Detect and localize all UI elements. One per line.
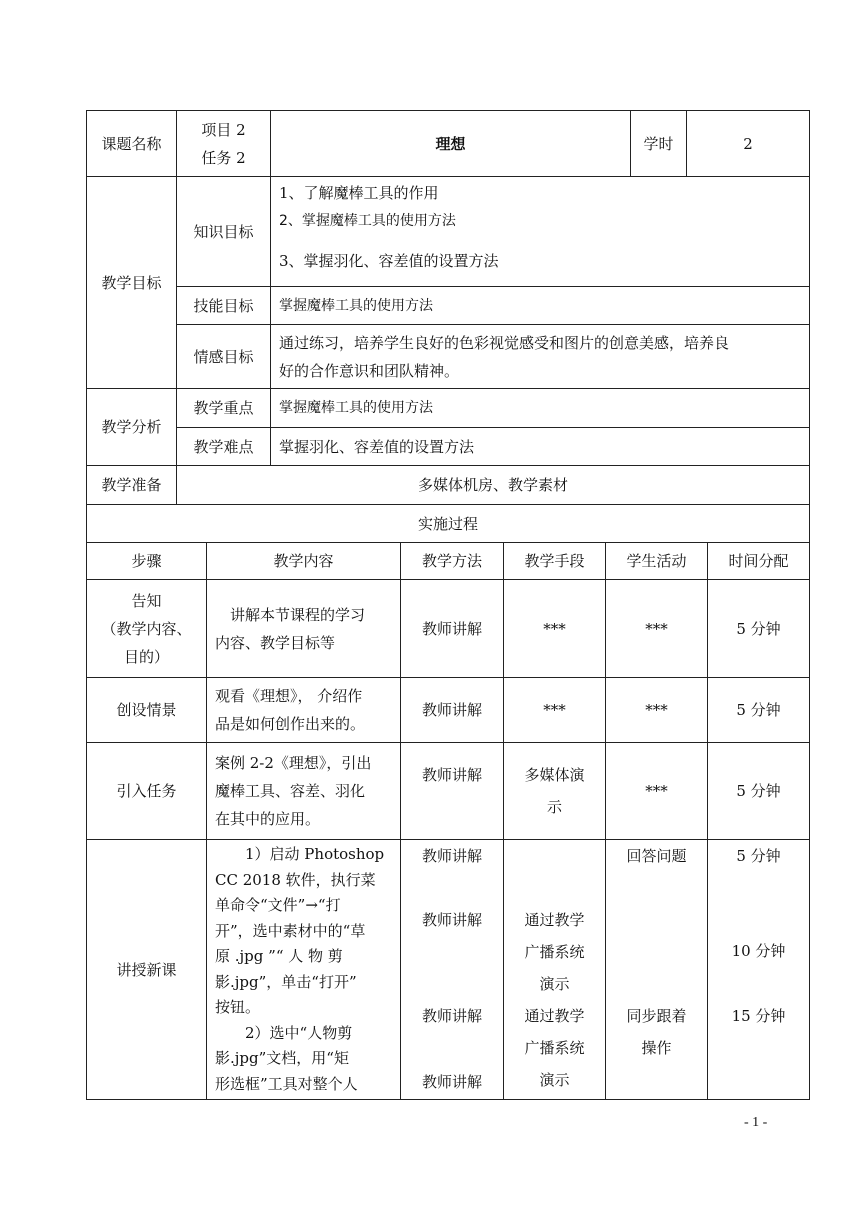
process-table — [86, 542, 810, 1100]
table-row — [87, 678, 810, 743]
time-cell — [708, 840, 810, 1100]
column-header-means: 教学手段 — [504, 543, 606, 580]
content-line: 原 .jpg ”“ 人 物 剪 — [215, 947, 343, 965]
method-line: 教师讲解 — [421, 1073, 482, 1091]
content-line: CC 2018 软件，执行菜 — [215, 870, 376, 889]
preparation-text: 多媒体机房、教学素材 — [177, 466, 810, 505]
means-line: 多媒体演 — [524, 766, 585, 784]
knowledge-item: 1、了解魔棒工具的作用 — [279, 184, 439, 202]
content-cell — [207, 743, 401, 840]
knowledge-objective-label: 知识目标 — [177, 177, 271, 287]
means-line: 示 — [546, 798, 562, 816]
content-line: 品是如何创作出来的。 — [215, 715, 366, 733]
method-cell: 教师讲解 — [401, 678, 504, 743]
activity-line: 同步跟着 — [626, 1007, 687, 1025]
column-header-method: 教学方法 — [401, 543, 504, 580]
course-name-label: 课题名称 — [87, 111, 177, 177]
activity-cell: *** — [606, 678, 708, 743]
content-cell — [207, 580, 401, 678]
preparation-label: 教学准备 — [87, 466, 177, 505]
knowledge-item: 2、掌握魔棒工具的使用方法 — [279, 213, 456, 229]
means-cell — [504, 840, 606, 1100]
method-cell: 教师讲解 — [401, 580, 504, 678]
time-line: 15 分钟 — [731, 1007, 786, 1025]
content-line: 影.jpg”，单击“打开” — [215, 972, 357, 991]
activity-line: 回答问题 — [626, 847, 687, 865]
key-point-label: 教学重点 — [177, 389, 271, 428]
means-cell: *** — [504, 580, 606, 678]
analysis-label: 教学分析 — [87, 389, 177, 466]
step-line: 告知 — [131, 591, 162, 610]
process-title: 实施过程 — [87, 505, 810, 543]
step-cell: 创设情景 — [87, 678, 207, 743]
time-cell: 5 分钟 — [708, 580, 810, 678]
method-line: 教师讲解 — [421, 1007, 482, 1025]
method-line: 教师讲解 — [421, 911, 482, 929]
activity-cell: *** — [606, 743, 708, 840]
activity-line: 操作 — [641, 1039, 672, 1057]
content-cell — [207, 678, 401, 743]
column-header-content: 教学内容 — [207, 543, 401, 580]
content-line: 形选框”工具对整个人 — [215, 1074, 358, 1093]
column-header-time: 时间分配 — [708, 543, 810, 580]
means-line: 广播系统 — [524, 943, 585, 961]
content-cell — [207, 840, 401, 1100]
table-row — [87, 840, 810, 1100]
difficulty-label: 教学难点 — [177, 428, 271, 466]
method-cell: 教师讲解 — [401, 743, 504, 840]
step-line: 目的） — [123, 647, 169, 666]
hours-value: 2 — [687, 111, 810, 177]
knowledge-objective-items — [271, 177, 810, 287]
content-line: 按钮。 — [215, 998, 261, 1016]
content-line: 观看《理想》， 介绍作 — [215, 687, 363, 705]
means-cell: *** — [504, 678, 606, 743]
key-point-text: 掌握魔棒工具的使用方法 — [271, 389, 810, 428]
content-line: 影.jpg”文档，用“矩 — [215, 1049, 349, 1067]
activity-cell: *** — [606, 580, 708, 678]
time-cell: 5 分钟 — [708, 678, 810, 743]
method-cell — [401, 840, 504, 1100]
step-cell: 讲授新课 — [87, 840, 207, 1100]
objectives-label: 教学目标 — [87, 177, 177, 389]
emotion-objective-text — [271, 325, 810, 389]
content-line: 魔棒工具、容差、羽化 — [215, 782, 366, 800]
table-row — [87, 580, 810, 678]
task-label: 任务 2 — [201, 148, 246, 167]
lesson-title: 理想 — [271, 111, 631, 177]
means-line: 演示 — [539, 1071, 570, 1089]
means-line: 通过教学 — [524, 911, 585, 929]
knowledge-item: 3、掌握羽化、容差值的设置方法 — [279, 252, 499, 270]
means-line: 广播系统 — [524, 1039, 585, 1057]
means-line: 演示 — [539, 975, 570, 993]
method-line: 教师讲解 — [421, 847, 482, 865]
content-line: 讲解本节课程的学习 — [215, 605, 366, 624]
project-label: 项目 2 — [201, 120, 246, 139]
means-cell — [504, 743, 606, 840]
skill-objective-label: 技能目标 — [177, 287, 271, 325]
step-line: （教学内容、 — [101, 619, 192, 638]
means-line: 通过教学 — [524, 1007, 585, 1025]
time-cell: 5 分钟 — [708, 743, 810, 840]
content-line: 在其中的应用。 — [215, 810, 321, 828]
content-line: 案例 2-2《理想》，引出 — [215, 754, 372, 772]
activity-cell — [606, 840, 708, 1100]
column-header-step: 步骤 — [87, 543, 207, 580]
content-line: 内容、教学目标等 — [215, 633, 336, 652]
skill-objective-text: 掌握魔棒工具的使用方法 — [271, 287, 810, 325]
page-number: - 1 - — [744, 1115, 768, 1130]
difficulty-text: 掌握羽化、容差值的设置方法 — [271, 428, 810, 466]
step-cell: 引入任务 — [87, 743, 207, 840]
emotion-line: 通过练习，培养学生良好的色彩视觉感受和图片的创意美感，培养良 — [279, 333, 730, 352]
project-task-cell — [177, 111, 271, 177]
column-header-activity: 学生活动 — [606, 543, 708, 580]
emotion-objective-label: 情感目标 — [177, 325, 271, 389]
content-line: 单命令“文件”→“打 — [215, 896, 341, 914]
hours-label: 学时 — [631, 111, 687, 177]
emotion-line: 好的合作意识和团队精神。 — [279, 361, 460, 380]
content-line: 1）启动 Photoshop — [215, 845, 385, 863]
content-line: 2）选中“人物剪 — [215, 1023, 353, 1042]
time-line: 10 分钟 — [731, 942, 786, 960]
lesson-plan-header-table — [86, 110, 810, 543]
step-cell — [87, 580, 207, 678]
time-line: 5 分钟 — [736, 847, 781, 865]
table-row — [87, 743, 810, 840]
content-line: 开”，选中素材中的“草 — [215, 921, 366, 940]
